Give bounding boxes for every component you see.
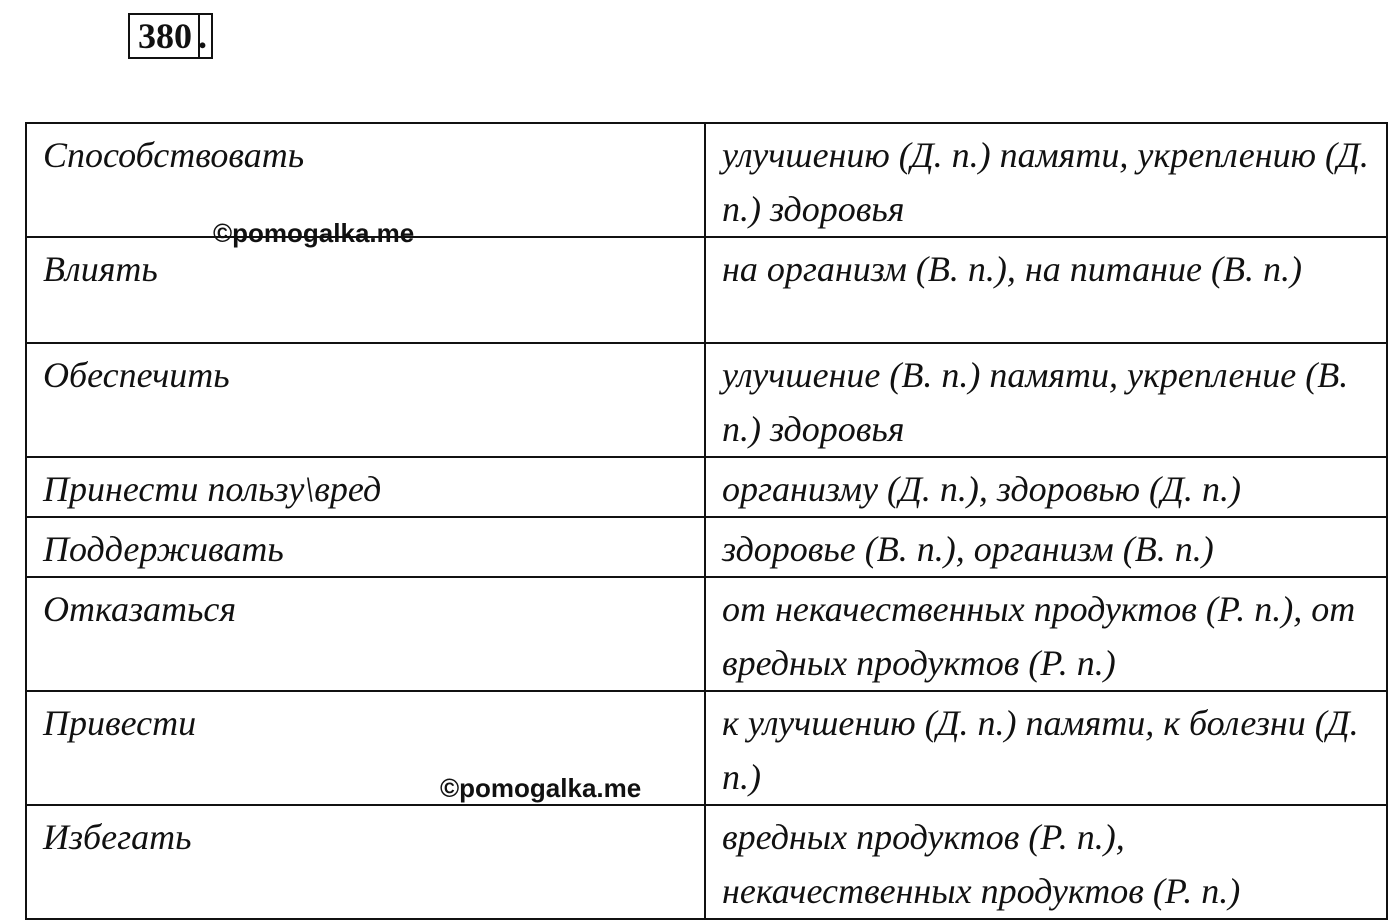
usage-cell: организму (Д. п.), здоровью (Д. п.)	[705, 457, 1387, 517]
verb-cell: Влиять	[26, 237, 705, 343]
watermark: ©pomogalka.me	[440, 773, 642, 803]
usage-cell: на организм (В. п.), на питание (В. п.)	[705, 237, 1387, 343]
usage-cell: вредных продуктов (Р. п.), некачественных продуктов (Р. п.)	[705, 805, 1387, 919]
table-row	[26, 691, 1387, 805]
exercise-number	[128, 14, 213, 58]
verb-cell: Отказаться	[26, 577, 705, 691]
verb-cell: Избегать	[26, 805, 705, 919]
verb-cell: Способствовать	[26, 123, 705, 237]
watermark: ©pomogalka.me	[213, 218, 415, 248]
table-row	[26, 577, 1387, 691]
usage-cell: от некачественных продуктов (Р. п.), от вредных продуктов (Р. п.)	[705, 577, 1387, 691]
exercise-number-dot: .	[198, 13, 213, 59]
table-row	[26, 343, 1387, 457]
usage-cell: улучшение (В. п.) памяти, укрепление (В. п.) здоровья	[705, 343, 1387, 457]
verb-cell: Обеспечить	[26, 343, 705, 457]
usage-cell: улучшению (Д. п.) памяти, укреплению (Д. п.) здоровья	[705, 123, 1387, 237]
table-row	[26, 805, 1387, 919]
exercise-number-box: 380	[128, 13, 200, 59]
table-row	[26, 457, 1387, 517]
usage-cell: к улучшению (Д. п.) памяти, к болезни (Д. п.)	[705, 691, 1387, 805]
table-row	[26, 237, 1387, 343]
usage-cell: здоровье (В. п.), организм (В. п.)	[705, 517, 1387, 577]
table-row	[26, 517, 1387, 577]
verb-cell: Принести пользу\вред	[26, 457, 705, 517]
verb-cell: Поддерживать	[26, 517, 705, 577]
verb-cell: Привести	[26, 691, 705, 805]
